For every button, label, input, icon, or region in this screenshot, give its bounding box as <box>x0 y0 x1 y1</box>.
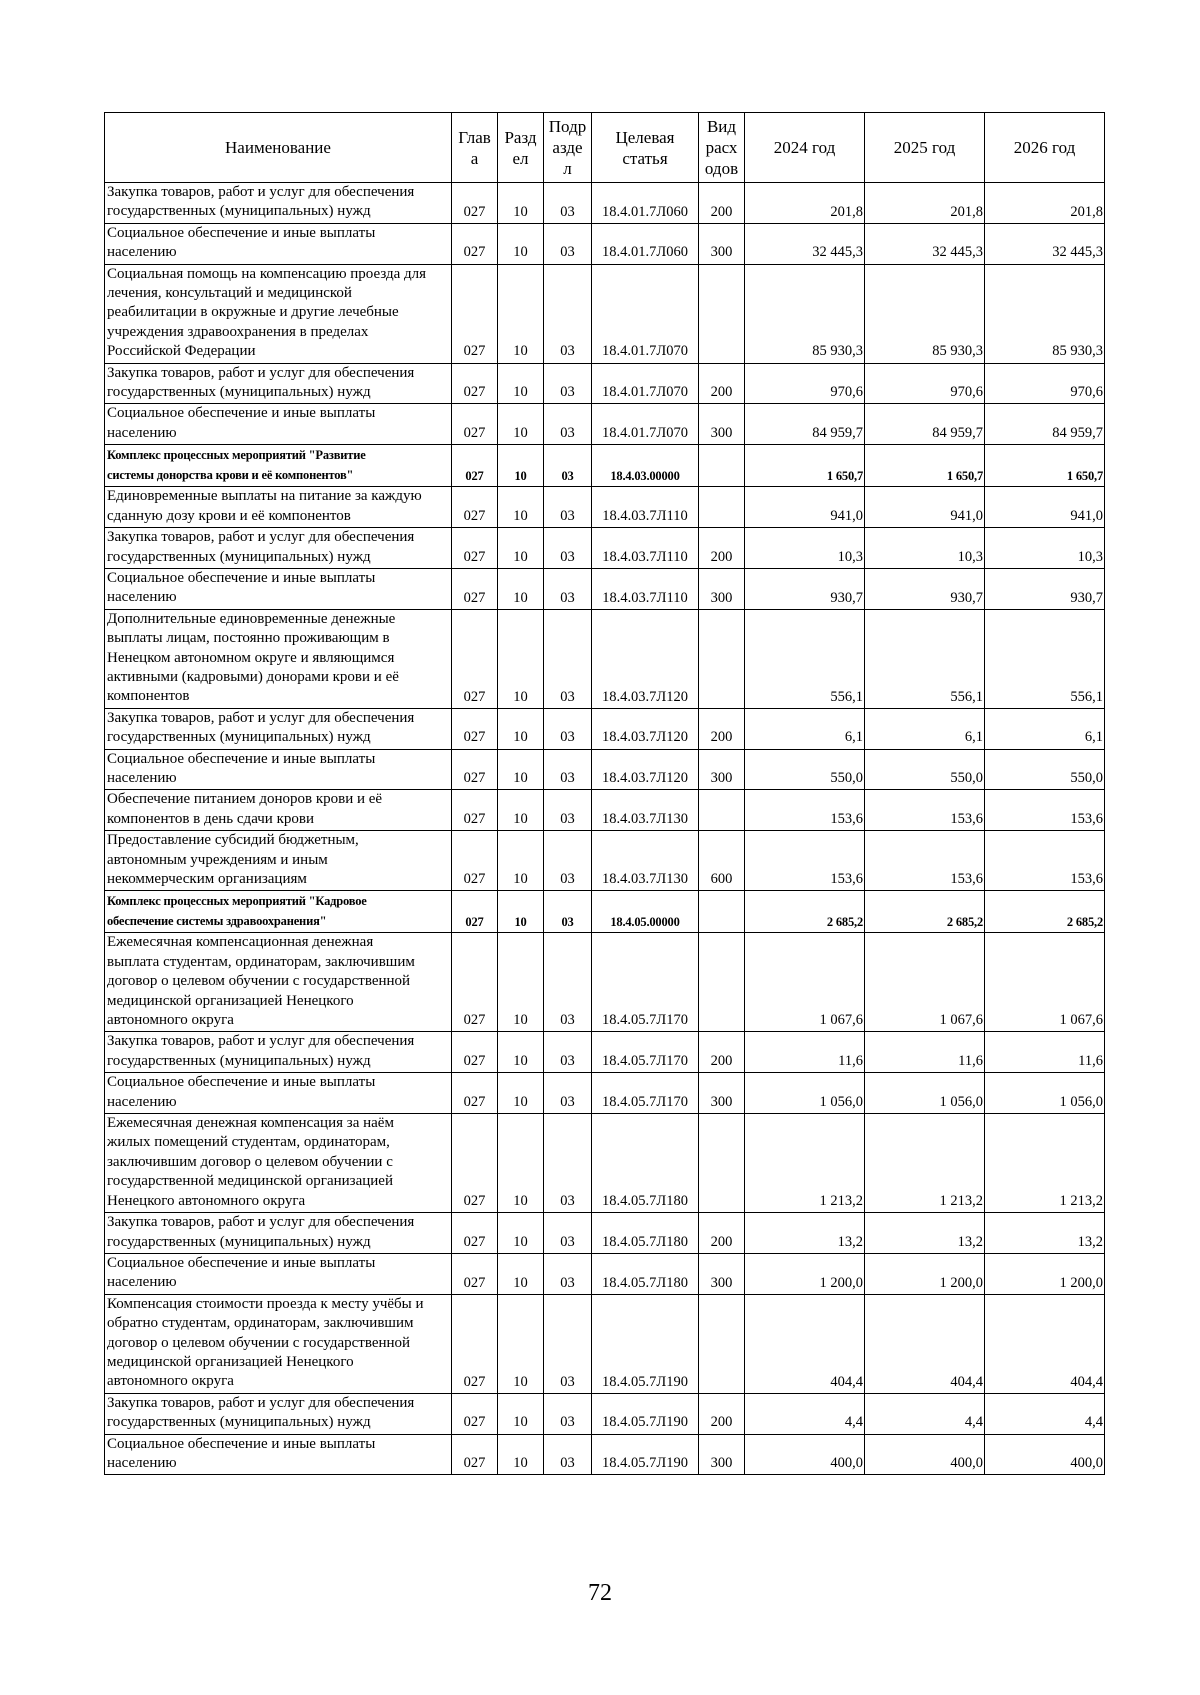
cell-podrazdel: 03 <box>544 708 592 749</box>
cell-y2025: 404,4 <box>865 1294 985 1393</box>
cell-razdel: 10 <box>498 528 544 569</box>
cell-y2026: 6,1 <box>985 708 1105 749</box>
cell-vid: 300 <box>699 1253 745 1294</box>
cell-vid <box>699 891 745 933</box>
cell-name: Обеспечение питанием доноров крови и её компонентов в день сдачи крови <box>105 790 452 831</box>
cell-glava: 027 <box>452 933 498 1032</box>
cell-razdel: 10 <box>498 609 544 708</box>
cell-target: 18.4.05.7Л190 <box>592 1393 699 1434</box>
cell-glava: 027 <box>452 264 498 363</box>
cell-name: Социальная помощь на компенсацию проезда для лечения, консультаций и медицинской реабилитации в окружные и другие лечебные учреждения здравоохранения в пределах Российской Федерации <box>105 264 452 363</box>
cell-y2025: 10,3 <box>865 528 985 569</box>
cell-razdel: 10 <box>498 445 544 487</box>
cell-name: Закупка товаров, работ и услуг для обеспечения государственных (муниципальных) нужд <box>105 363 452 404</box>
cell-podrazdel: 03 <box>544 363 592 404</box>
cell-glava: 027 <box>452 568 498 609</box>
cell-name: Социальное обеспечение и иные выплаты населению <box>105 1434 452 1475</box>
cell-vid <box>699 1114 745 1213</box>
cell-razdel: 10 <box>498 1213 544 1254</box>
cell-podrazdel: 03 <box>544 445 592 487</box>
cell-y2025: 1 056,0 <box>865 1073 985 1114</box>
cell-y2024: 84 959,7 <box>745 404 865 445</box>
cell-y2024: 153,6 <box>745 790 865 831</box>
cell-podrazdel: 03 <box>544 404 592 445</box>
cell-vid: 200 <box>699 363 745 404</box>
cell-y2024: 1 067,6 <box>745 933 865 1032</box>
cell-target: 18.4.03.7Л110 <box>592 528 699 569</box>
cell-y2024: 201,8 <box>745 183 865 224</box>
cell-podrazdel: 03 <box>544 749 592 790</box>
cell-podrazdel: 03 <box>544 487 592 528</box>
table-row <box>105 933 1105 1032</box>
cell-razdel: 10 <box>498 363 544 404</box>
cell-glava: 027 <box>452 183 498 224</box>
cell-y2024: 153,6 <box>745 831 865 891</box>
cell-y2024: 400,0 <box>745 1434 865 1475</box>
cell-target: 18.4.01.7Л070 <box>592 264 699 363</box>
cell-razdel: 10 <box>498 404 544 445</box>
cell-y2026: 1 200,0 <box>985 1253 1105 1294</box>
cell-razdel: 10 <box>498 749 544 790</box>
cell-y2026: 941,0 <box>985 487 1105 528</box>
cell-y2024: 2 685,2 <box>745 891 865 933</box>
cell-vid: 600 <box>699 831 745 891</box>
cell-razdel: 10 <box>498 1253 544 1294</box>
table-row <box>105 445 1105 487</box>
cell-name: Социальное обеспечение и иные выплаты населению <box>105 749 452 790</box>
cell-y2025: 556,1 <box>865 609 985 708</box>
cell-target: 18.4.01.7Л070 <box>592 363 699 404</box>
cell-razdel: 10 <box>498 1393 544 1434</box>
cell-y2025: 201,8 <box>865 183 985 224</box>
cell-y2024: 1 200,0 <box>745 1253 865 1294</box>
table-row <box>105 1253 1105 1294</box>
cell-vid <box>699 933 745 1032</box>
cell-y2024: 85 930,3 <box>745 264 865 363</box>
cell-glava: 027 <box>452 404 498 445</box>
cell-podrazdel: 03 <box>544 1032 592 1073</box>
header-razdel <box>498 113 544 183</box>
cell-y2026: 84 959,7 <box>985 404 1105 445</box>
header-2025: 2025 год <box>865 113 985 183</box>
cell-y2026: 201,8 <box>985 183 1105 224</box>
cell-y2024: 404,4 <box>745 1294 865 1393</box>
header-row <box>105 113 1105 183</box>
header-name: Наименование <box>105 113 452 183</box>
header-glava-text: Глав а <box>458 127 491 168</box>
header-glava <box>452 113 498 183</box>
cell-razdel: 10 <box>498 487 544 528</box>
cell-name: Комплекс процессных мероприятий "Развитие системы донорства крови и её компонентов" <box>105 445 452 487</box>
cell-y2025: 85 930,3 <box>865 264 985 363</box>
cell-y2026: 400,0 <box>985 1434 1105 1475</box>
cell-vid: 200 <box>699 1032 745 1073</box>
cell-y2025: 941,0 <box>865 487 985 528</box>
cell-target: 18.4.03.00000 <box>592 445 699 487</box>
cell-y2024: 1 056,0 <box>745 1073 865 1114</box>
header-razdel-text: Разд ел <box>504 127 537 168</box>
cell-name: Единовременные выплаты на питание за каждую сданную дозу крови и её компонентов <box>105 487 452 528</box>
cell-vid: 200 <box>699 528 745 569</box>
cell-vid <box>699 609 745 708</box>
cell-vid <box>699 1294 745 1393</box>
cell-target: 18.4.01.7Л070 <box>592 404 699 445</box>
cell-name: Социальное обеспечение и иные выплаты населению <box>105 404 452 445</box>
header-2026: 2026 год <box>985 113 1105 183</box>
cell-y2025: 84 959,7 <box>865 404 985 445</box>
cell-target: 18.4.03.7Л110 <box>592 568 699 609</box>
cell-razdel: 10 <box>498 183 544 224</box>
table-row <box>105 891 1105 933</box>
cell-name: Социальное обеспечение и иные выплаты населению <box>105 568 452 609</box>
cell-name: Закупка товаров, работ и услуг для обеспечения государственных (муниципальных) нужд <box>105 1213 452 1254</box>
cell-vid: 300 <box>699 404 745 445</box>
table-row <box>105 831 1105 891</box>
cell-vid: 300 <box>699 1073 745 1114</box>
cell-glava: 027 <box>452 487 498 528</box>
cell-vid: 300 <box>699 749 745 790</box>
cell-target: 18.4.05.7Л190 <box>592 1434 699 1475</box>
cell-razdel: 10 <box>498 708 544 749</box>
cell-vid <box>699 487 745 528</box>
cell-y2025: 4,4 <box>865 1393 985 1434</box>
cell-y2026: 10,3 <box>985 528 1105 569</box>
cell-glava: 027 <box>452 1393 498 1434</box>
table-row <box>105 528 1105 569</box>
cell-y2026: 1 067,6 <box>985 933 1105 1032</box>
cell-y2026: 1 213,2 <box>985 1114 1105 1213</box>
cell-y2024: 550,0 <box>745 749 865 790</box>
cell-razdel: 10 <box>498 790 544 831</box>
cell-razdel: 10 <box>498 223 544 264</box>
cell-name: Ежемесячная компенсационная денежная выплата студентам, ординаторам, заключившим договор о целевом обучении с государственной медицинской организацией Ненецкого автономного округа <box>105 933 452 1032</box>
cell-y2025: 153,6 <box>865 790 985 831</box>
table-row <box>105 708 1105 749</box>
cell-podrazdel: 03 <box>544 1114 592 1213</box>
cell-y2026: 153,6 <box>985 831 1105 891</box>
cell-target: 18.4.05.7Л170 <box>592 933 699 1032</box>
cell-y2024: 4,4 <box>745 1393 865 1434</box>
header-podrazdel <box>544 113 592 183</box>
cell-podrazdel: 03 <box>544 223 592 264</box>
cell-y2025: 930,7 <box>865 568 985 609</box>
cell-razdel: 10 <box>498 1032 544 1073</box>
table-row <box>105 749 1105 790</box>
cell-y2024: 13,2 <box>745 1213 865 1254</box>
cell-y2026: 930,7 <box>985 568 1105 609</box>
cell-y2024: 11,6 <box>745 1032 865 1073</box>
cell-name: Социальное обеспечение и иные выплаты населению <box>105 1073 452 1114</box>
cell-razdel: 10 <box>498 831 544 891</box>
table-row <box>105 1294 1105 1393</box>
cell-glava: 027 <box>452 1213 498 1254</box>
cell-y2026: 13,2 <box>985 1213 1105 1254</box>
cell-y2025: 153,6 <box>865 831 985 891</box>
cell-glava: 027 <box>452 1294 498 1393</box>
table-row <box>105 1393 1105 1434</box>
table-row <box>105 487 1105 528</box>
cell-y2024: 1 213,2 <box>745 1114 865 1213</box>
cell-razdel: 10 <box>498 891 544 933</box>
cell-razdel: 10 <box>498 264 544 363</box>
cell-razdel: 10 <box>498 933 544 1032</box>
cell-vid <box>699 445 745 487</box>
cell-y2024: 10,3 <box>745 528 865 569</box>
cell-y2026: 153,6 <box>985 790 1105 831</box>
cell-vid <box>699 790 745 831</box>
cell-name: Дополнительные единовременные денежные выплаты лицам, постоянно проживающим в Ненецком автономном округе и являющимся активными (кадровыми) донорами крови и её компонентов <box>105 609 452 708</box>
cell-y2025: 13,2 <box>865 1213 985 1254</box>
table-row <box>105 1114 1105 1213</box>
cell-podrazdel: 03 <box>544 790 592 831</box>
cell-name: Предоставление субсидий бюджетным, автономным учреждениям и иным некоммерческим организациям <box>105 831 452 891</box>
table-body <box>105 183 1105 1475</box>
cell-podrazdel: 03 <box>544 1393 592 1434</box>
cell-target: 18.4.03.7Л120 <box>592 609 699 708</box>
cell-glava: 027 <box>452 445 498 487</box>
table-row <box>105 1073 1105 1114</box>
cell-vid: 200 <box>699 183 745 224</box>
cell-target: 18.4.03.7Л120 <box>592 749 699 790</box>
cell-target: 18.4.01.7Л060 <box>592 183 699 224</box>
cell-podrazdel: 03 <box>544 568 592 609</box>
cell-target: 18.4.05.7Л180 <box>592 1114 699 1213</box>
cell-y2026: 556,1 <box>985 609 1105 708</box>
cell-y2026: 404,4 <box>985 1294 1105 1393</box>
header-target-text: Целевая статья <box>615 127 675 168</box>
cell-y2024: 930,7 <box>745 568 865 609</box>
cell-podrazdel: 03 <box>544 1213 592 1254</box>
cell-vid <box>699 264 745 363</box>
cell-target: 18.4.05.7Л190 <box>592 1294 699 1393</box>
cell-vid: 200 <box>699 708 745 749</box>
cell-name: Закупка товаров, работ и услуг для обеспечения государственных (муниципальных) нужд <box>105 1393 452 1434</box>
cell-glava: 027 <box>452 363 498 404</box>
cell-vid: 300 <box>699 1434 745 1475</box>
table-row <box>105 183 1105 224</box>
cell-name: Компенсация стоимости проезда к месту учёбы и обратно студентам, ординаторам, заключившим договор о целевом обучении с государственной медицинской организацией Ненецкого автономного округа <box>105 1294 452 1393</box>
cell-y2026: 11,6 <box>985 1032 1105 1073</box>
cell-podrazdel: 03 <box>544 1434 592 1475</box>
cell-y2025: 6,1 <box>865 708 985 749</box>
cell-name: Закупка товаров, работ и услуг для обеспечения государственных (муниципальных) нужд <box>105 528 452 569</box>
cell-glava: 027 <box>452 891 498 933</box>
cell-target: 18.4.05.7Л170 <box>592 1032 699 1073</box>
cell-target: 18.4.03.7Л120 <box>592 708 699 749</box>
budget-table <box>104 112 1105 1475</box>
cell-y2025: 1 650,7 <box>865 445 985 487</box>
cell-y2025: 11,6 <box>865 1032 985 1073</box>
cell-y2025: 1 213,2 <box>865 1114 985 1213</box>
cell-y2026: 970,6 <box>985 363 1105 404</box>
cell-glava: 027 <box>452 1032 498 1073</box>
cell-target: 18.4.05.7Л180 <box>592 1253 699 1294</box>
table-row <box>105 1213 1105 1254</box>
cell-glava: 027 <box>452 609 498 708</box>
cell-vid: 300 <box>699 223 745 264</box>
cell-target: 18.4.03.7Л130 <box>592 831 699 891</box>
cell-glava: 027 <box>452 223 498 264</box>
cell-y2025: 2 685,2 <box>865 891 985 933</box>
cell-target: 18.4.03.7Л130 <box>592 790 699 831</box>
table-row <box>105 223 1105 264</box>
cell-y2024: 941,0 <box>745 487 865 528</box>
table-row <box>105 363 1105 404</box>
cell-y2026: 85 930,3 <box>985 264 1105 363</box>
cell-name: Ежемесячная денежная компенсация за наём жилых помещений студентам, ординаторам, заключившим договор о целевом обучении с государственной медицинской организацией Ненецкого автономного округа <box>105 1114 452 1213</box>
cell-target: 18.4.05.7Л180 <box>592 1213 699 1254</box>
cell-razdel: 10 <box>498 1073 544 1114</box>
cell-glava: 027 <box>452 749 498 790</box>
cell-name: Закупка товаров, работ и услуг для обеспечения государственных (муниципальных) нужд <box>105 1032 452 1073</box>
cell-vid: 200 <box>699 1213 745 1254</box>
cell-target: 18.4.01.7Л060 <box>592 223 699 264</box>
cell-y2024: 6,1 <box>745 708 865 749</box>
cell-glava: 027 <box>452 1073 498 1114</box>
cell-y2024: 32 445,3 <box>745 223 865 264</box>
cell-vid: 200 <box>699 1393 745 1434</box>
cell-podrazdel: 03 <box>544 933 592 1032</box>
cell-name: Социальное обеспечение и иные выплаты населению <box>105 223 452 264</box>
cell-target: 18.4.05.00000 <box>592 891 699 933</box>
cell-glava: 027 <box>452 1434 498 1475</box>
cell-glava: 027 <box>452 790 498 831</box>
cell-name: Закупка товаров, работ и услуг для обеспечения государственных (муниципальных) нужд <box>105 708 452 749</box>
cell-y2026: 2 685,2 <box>985 891 1105 933</box>
cell-razdel: 10 <box>498 1294 544 1393</box>
cell-razdel: 10 <box>498 1434 544 1475</box>
cell-y2026: 1 650,7 <box>985 445 1105 487</box>
cell-podrazdel: 03 <box>544 183 592 224</box>
cell-y2026: 550,0 <box>985 749 1105 790</box>
table-row <box>105 609 1105 708</box>
table-row <box>105 1434 1105 1475</box>
table-row <box>105 404 1105 445</box>
cell-vid: 300 <box>699 568 745 609</box>
header-vid <box>699 113 745 183</box>
cell-name: Закупка товаров, работ и услуг для обеспечения государственных (муниципальных) нужд <box>105 183 452 224</box>
header-podrazdel-text: Подр азде л <box>548 117 587 178</box>
cell-podrazdel: 03 <box>544 1294 592 1393</box>
cell-glava: 027 <box>452 708 498 749</box>
header-2024: 2024 год <box>745 113 865 183</box>
cell-razdel: 10 <box>498 1114 544 1213</box>
cell-y2024: 970,6 <box>745 363 865 404</box>
cell-target: 18.4.05.7Л170 <box>592 1073 699 1114</box>
cell-target: 18.4.03.7Л110 <box>592 487 699 528</box>
cell-podrazdel: 03 <box>544 1253 592 1294</box>
cell-y2025: 32 445,3 <box>865 223 985 264</box>
table-row <box>105 1032 1105 1073</box>
cell-glava: 027 <box>452 528 498 569</box>
cell-podrazdel: 03 <box>544 264 592 363</box>
cell-glava: 027 <box>452 831 498 891</box>
cell-y2024: 1 650,7 <box>745 445 865 487</box>
cell-podrazdel: 03 <box>544 891 592 933</box>
table-row <box>105 568 1105 609</box>
cell-name: Комплекс процессных мероприятий "Кадровое обеспечение системы здравоохранения" <box>105 891 452 933</box>
header-vid-text: Вид расх одов <box>704 117 739 178</box>
cell-name: Социальное обеспечение и иные выплаты населению <box>105 1253 452 1294</box>
page-number: 72 <box>588 1580 612 1606</box>
cell-razdel: 10 <box>498 568 544 609</box>
cell-y2024: 556,1 <box>745 609 865 708</box>
cell-podrazdel: 03 <box>544 528 592 569</box>
cell-y2025: 400,0 <box>865 1434 985 1475</box>
cell-glava: 027 <box>452 1114 498 1213</box>
cell-y2025: 550,0 <box>865 749 985 790</box>
table-row <box>105 264 1105 363</box>
cell-podrazdel: 03 <box>544 831 592 891</box>
cell-y2025: 1 067,6 <box>865 933 985 1032</box>
cell-glava: 027 <box>452 1253 498 1294</box>
cell-y2025: 1 200,0 <box>865 1253 985 1294</box>
header-target <box>592 113 699 183</box>
cell-podrazdel: 03 <box>544 1073 592 1114</box>
cell-y2025: 970,6 <box>865 363 985 404</box>
cell-y2026: 1 056,0 <box>985 1073 1105 1114</box>
cell-podrazdel: 03 <box>544 609 592 708</box>
cell-y2026: 32 445,3 <box>985 223 1105 264</box>
table-row <box>105 790 1105 831</box>
cell-y2026: 4,4 <box>985 1393 1105 1434</box>
